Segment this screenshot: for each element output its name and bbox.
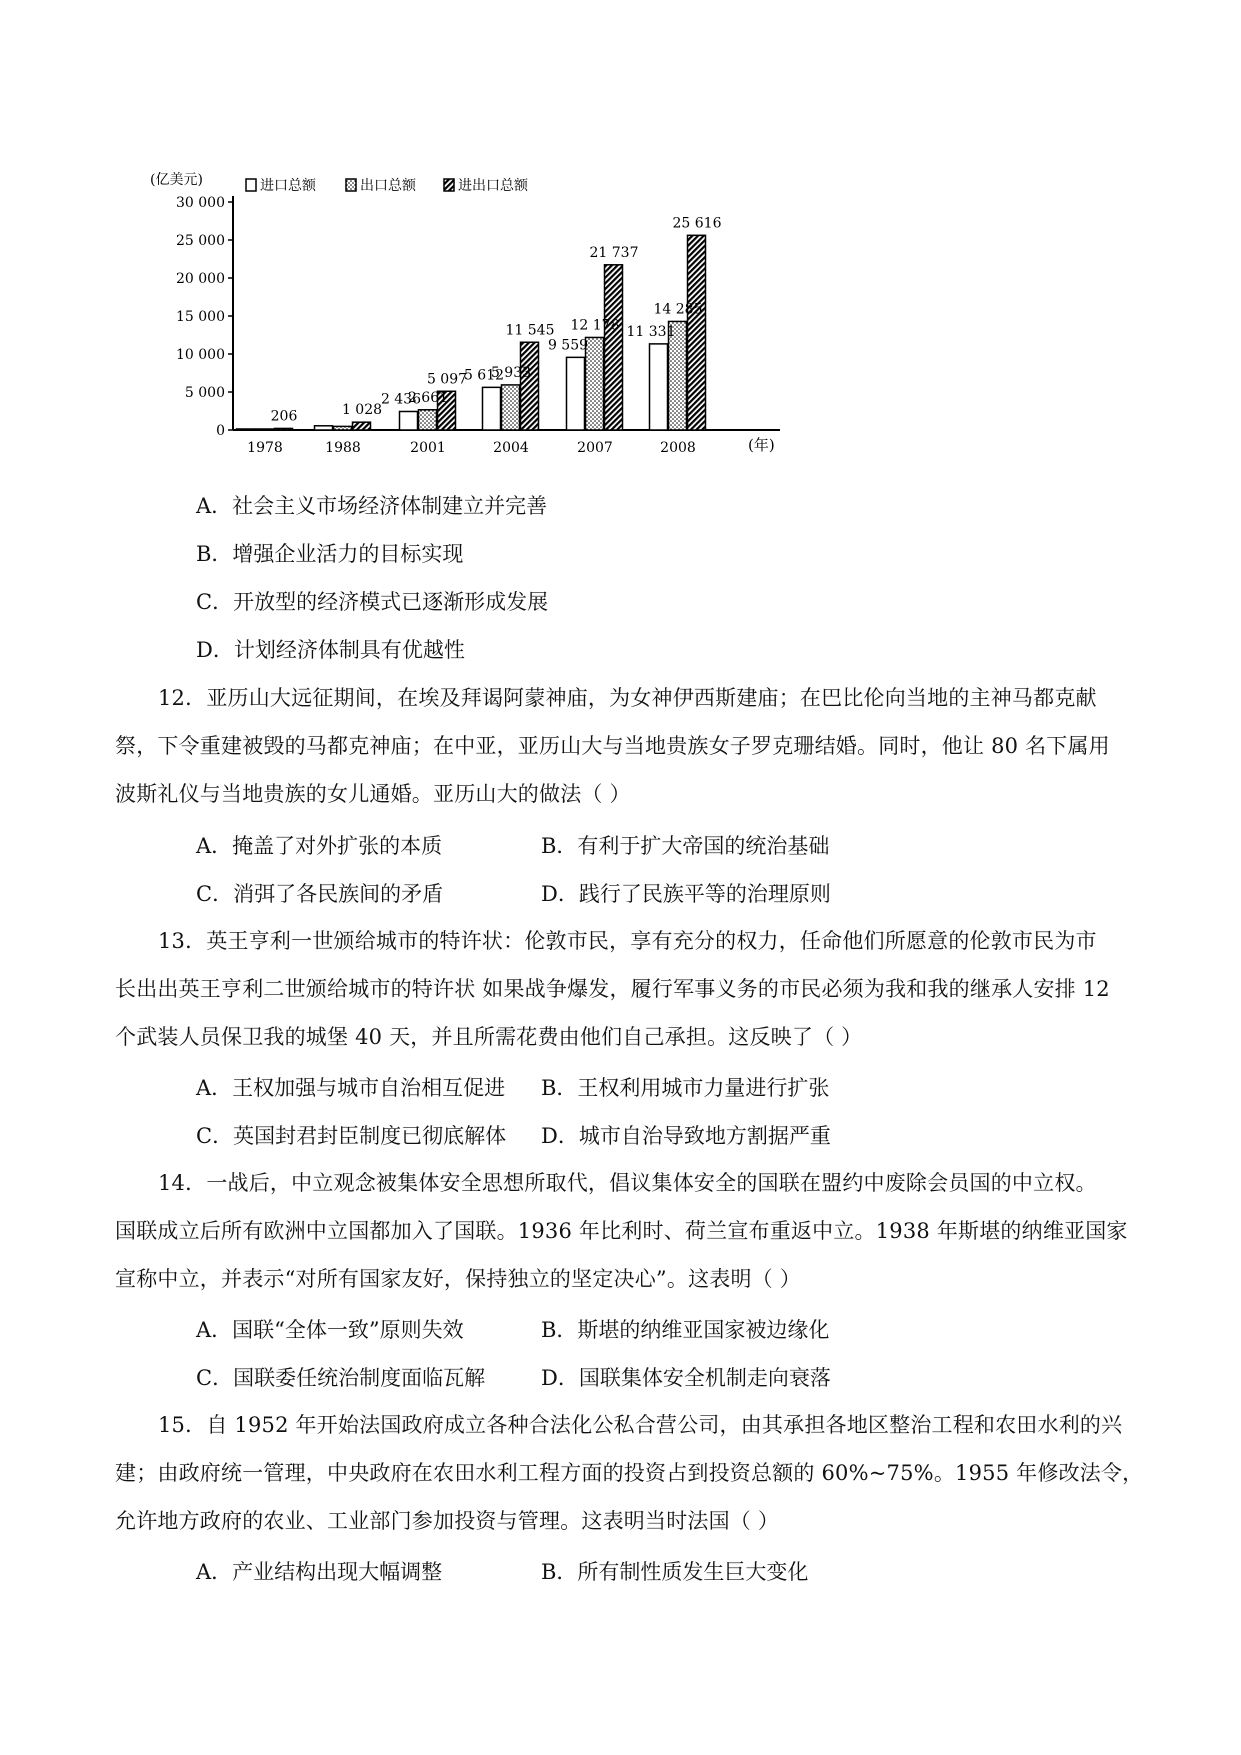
q15-stem-line-1: 15．自 1952 年开始法国政府成立各种合法化公私合营公司，由其承担各地区整治工程和农田水利的兴: [158, 1413, 1123, 1437]
legend-label: 进出口总额: [458, 178, 528, 194]
x-tick-label: 2001: [410, 440, 446, 456]
data-label: 5 097: [426, 371, 468, 388]
q13-stem-line-1: 13．英王亨利一世颁给城市的特许状：伦敦市民，享有充分的权力，任命他们所愿意的伦敦市民为市: [158, 929, 1097, 953]
y-tick-label: 30 000: [176, 195, 225, 211]
q13-option-b[interactable]: B．王权利用城市力量进行扩张: [541, 1076, 830, 1100]
data-label: 25 616: [672, 215, 722, 232]
data-label: 21 737: [589, 244, 639, 261]
chart-svg: [150, 160, 810, 460]
q15-stem-line-3: 允许地方政府的农业、工业部门参加投资与管理。这表明当时法国（ ）: [115, 1509, 780, 1533]
q13-option-c[interactable]: C．英国封君封臣制度已彻底解体: [196, 1124, 507, 1148]
x-tick-label: 1978: [247, 440, 283, 456]
q12-stem-line-2: 祭，下令重建被毁的马都克神庙；在中亚，亚历山大与当地贵族女子罗克珊结婚。同时，他让 80 名下属用: [115, 734, 1110, 758]
bar-1988-出口总额: [334, 426, 352, 430]
q12-option-d[interactable]: D．践行了民族平等的治理原则: [541, 882, 831, 906]
y-tick-label: 20 000: [176, 271, 225, 287]
bar-1978-出口总额: [256, 429, 274, 430]
bar-2004-出口总额: [502, 385, 520, 430]
q13-stem-line-2: 长出出英王亨利二世颁给城市的特许状 如果战争爆发，履行军事义务的市民必须为我和我的继承人安排 12: [115, 977, 1110, 1001]
data-label: 2 436: [380, 391, 422, 408]
bar-1988-进口总额: [315, 426, 333, 430]
x-tick-label: 1988: [325, 440, 361, 456]
q11-option-a[interactable]: A．社会主义市场经济体制建立并完善: [196, 494, 548, 518]
bar-2004-进出口总额: [521, 342, 539, 430]
q14-option-c[interactable]: C．国联委任统治制度面临瓦解: [196, 1366, 486, 1390]
data-label: 1 028: [341, 402, 383, 419]
x-tick-label: 2004: [493, 440, 529, 456]
q15-option-a[interactable]: A．产业结构出现大幅调整: [196, 1560, 443, 1584]
bar-2001-出口总额: [419, 410, 437, 430]
q11-option-d[interactable]: D．计划经济体制具有优越性: [196, 638, 465, 662]
q13-option-d[interactable]: D．城市自治导致地方割据严重: [541, 1124, 831, 1148]
legend-label: 进口总额: [260, 178, 316, 194]
q12-stem-line-3: 波斯礼仪与当地贵族的女儿通婚。亚历山大的做法（ ）: [115, 782, 631, 806]
q14-stem-line-2: 国联成立后所有欧洲中立国都加入了国联。1936 年比利时、荷兰宣布重返中立。1938 年斯堪的纳维亚国家: [115, 1219, 1128, 1243]
x-unit-label: (年): [748, 436, 775, 454]
y-tick-label: 25 000: [176, 233, 225, 249]
data-label: 5 933: [490, 364, 532, 381]
bar-2007-出口总额: [586, 337, 604, 430]
legend-swatch: [246, 179, 256, 191]
data-label: 5 612: [463, 367, 505, 384]
q12-stem-line-1: 12．亚历山大远征期间，在埃及拜谒阿蒙神庙，为女神伊西斯建庙；在巴比伦向当地的主神马都克献: [158, 686, 1097, 710]
data-label: 11 331: [626, 323, 676, 340]
bar-2007-进出口总额: [605, 265, 623, 430]
y-tick-label: 0: [216, 423, 225, 439]
y-tick-label: 15 000: [176, 309, 225, 325]
data-label: 2 661: [407, 389, 449, 406]
q11-option-b[interactable]: B．增强企业活力的目标实现: [196, 542, 464, 566]
data-label: 9 559: [547, 337, 589, 354]
x-tick-label: 2008: [660, 440, 696, 456]
q13-option-a[interactable]: A．王权加强与城市自治相互促进: [196, 1076, 506, 1100]
bar-1978-进口总额: [237, 429, 255, 430]
y-unit-label: (亿美元): [150, 172, 203, 188]
y-tick-label: 10 000: [176, 347, 225, 363]
q14-option-a[interactable]: A．国联“全体一致”原则失效: [196, 1318, 464, 1342]
bar-2007-进口总额: [567, 357, 585, 430]
q15-option-b[interactable]: B．所有制性质发生巨大变化: [541, 1560, 809, 1584]
data-label: 12 178: [570, 317, 620, 334]
bar-2008-进出口总额: [688, 235, 706, 430]
bar-2004-进口总额: [483, 387, 501, 430]
bar-2001-进口总额: [400, 411, 418, 430]
q12-option-c[interactable]: C．消弭了各民族间的矛盾: [196, 882, 444, 906]
legend-label: 出口总额: [360, 178, 416, 194]
legend-swatch: [346, 179, 356, 191]
data-label: 206: [270, 408, 298, 425]
bar-2008-进口总额: [650, 344, 668, 430]
q13-stem-line-3: 个武装人员保卫我的城堡 40 天，并且所需花费由他们自己承担。这反映了（ ）: [115, 1025, 863, 1049]
q12-option-b[interactable]: B．有利于扩大帝国的统治基础: [541, 834, 830, 858]
bar-1988-进出口总额: [353, 422, 371, 430]
x-tick-label: 2007: [577, 440, 613, 456]
trade-bar-chart: [150, 160, 810, 460]
q15-stem-line-2: 建；由政府统一管理，中央政府在农田水利工程方面的投资占到投资总额的 60%~75%。1955 年修改法令，: [115, 1461, 1144, 1485]
q12-option-a[interactable]: A．掩盖了对外扩张的本质: [196, 834, 443, 858]
q11-option-c[interactable]: C．开放型的经济模式已逐渐形成发展: [196, 590, 549, 614]
legend-swatch: [444, 179, 454, 191]
y-tick-label: 5 000: [184, 385, 225, 401]
q14-stem-line-3: 宣称中立，并表示“对所有国家友好，保持独立的坚定决心”。这表明（ ）: [115, 1267, 801, 1291]
q14-option-d[interactable]: D．国联集体安全机制走向衰落: [541, 1366, 831, 1390]
data-label: 11 545: [505, 322, 555, 339]
q14-stem-line-1: 14．一战后，中立观念被集体安全思想所取代，倡议集体安全的国联在盟约中废除会员国的中立权。: [158, 1171, 1097, 1195]
q14-option-b[interactable]: B．斯堪的纳维亚国家被边缘化: [541, 1318, 830, 1342]
data-label: 14 285: [653, 301, 703, 318]
bar-1978-进出口总额: [275, 428, 293, 430]
